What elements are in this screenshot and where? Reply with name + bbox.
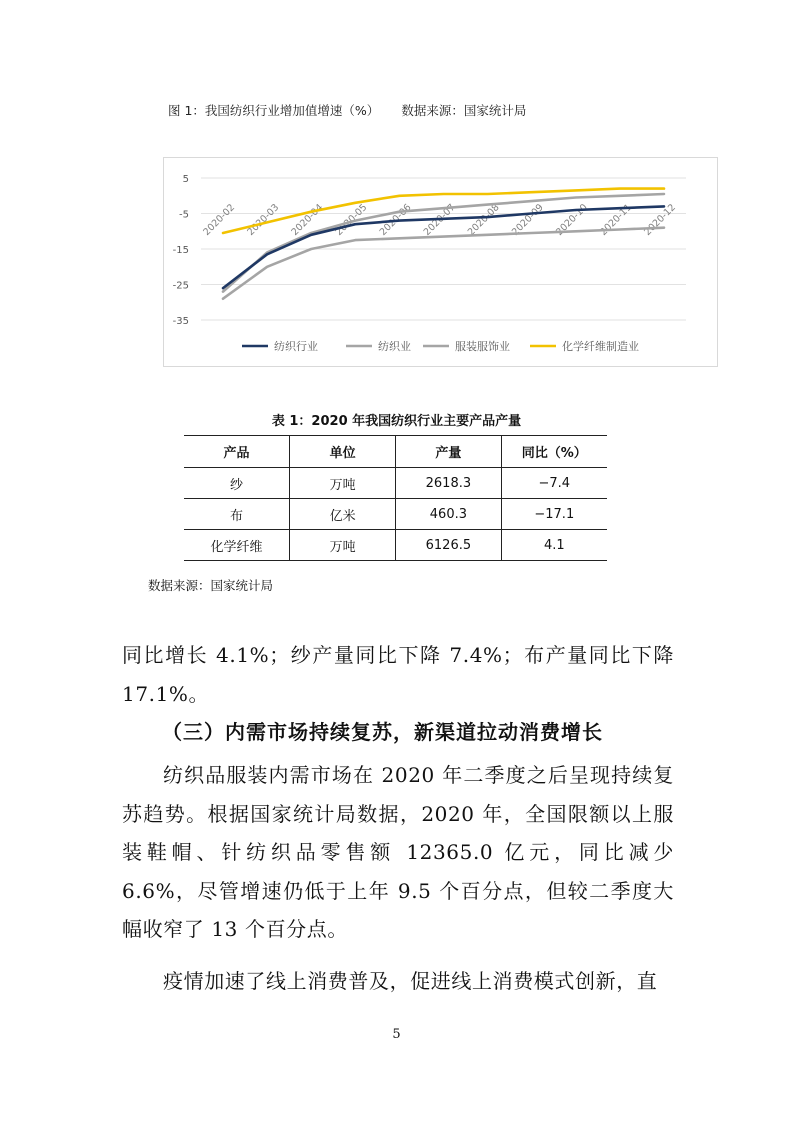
table-cell: −7.4 <box>501 468 607 499</box>
y-tick-label: -5 <box>179 209 189 221</box>
x-tick-label: 2020-04 <box>289 202 326 238</box>
table-row <box>184 499 607 530</box>
legend-label: 服装服饰业 <box>455 340 510 353</box>
body-paragraph: 纺织品服装内需市场在 2020 年二季度之后呈现持续复苏趋势。根据国家统计局数据，2020 年，全国限额以上服装鞋帽、针纺织品零售额 12365.0 亿元，同比减少 6.6%，尽管增速仍低于上年 9.5 个百分点，但较二季度大幅收窄了 13 个百分点。 <box>122 763 674 941</box>
legend-label: 纺织行业 <box>274 340 318 353</box>
table-cell: 4.1 <box>501 530 607 561</box>
x-tick-label: 2020-10 <box>554 202 590 238</box>
table-cell: −17.1 <box>501 499 607 530</box>
y-tick-label: 5 <box>182 174 189 185</box>
y-tick-label: -35 <box>172 316 189 327</box>
table-header-row <box>184 436 607 468</box>
production-table <box>184 435 607 561</box>
table-cell: 2618.3 <box>396 468 501 499</box>
table-cell: 化学纤维 <box>184 530 290 561</box>
x-tick-label: 2020-03 <box>245 202 282 238</box>
body-paragraph: 疫情加速了线上消费普及，促进线上消费模式创新，直 <box>163 969 658 993</box>
header-cell: 单位 <box>290 436 396 468</box>
figure-caption <box>168 101 526 119</box>
body-paragraph: 同比增长 4.1%；纱产量同比下降 7.4%；布产量同比下降 17.1%。 <box>122 643 674 706</box>
series-line <box>223 228 664 299</box>
x-tick-label: 2020-05 <box>333 202 370 238</box>
table-cell: 6126.5 <box>396 530 501 561</box>
table-cell: 纱 <box>184 468 290 499</box>
x-tick-label: 2020-08 <box>465 202 502 238</box>
table-row <box>184 468 607 499</box>
y-tick-label: -25 <box>172 280 189 292</box>
legend-label: 纺织业 <box>378 340 411 353</box>
table-row <box>184 530 607 561</box>
series-line <box>223 206 664 288</box>
legend-label: 化学纤维制造业 <box>562 340 639 353</box>
x-tick-label: 2020-11 <box>598 202 634 238</box>
chart-canvas <box>164 158 717 366</box>
table-cell: 布 <box>184 499 290 530</box>
table-cell: 万吨 <box>290 530 396 561</box>
table-cell: 亿米 <box>290 499 396 530</box>
table-cell: 万吨 <box>290 468 396 499</box>
x-tick-label: 2020-07 <box>421 202 458 238</box>
figure-source: 数据来源：国家统计局 <box>401 103 527 118</box>
y-tick-label: -15 <box>172 245 189 256</box>
page-number: 5 <box>392 1027 401 1042</box>
x-tick-label: 2020-09 <box>509 202 546 238</box>
x-tick-label: 2020-12 <box>642 202 679 238</box>
x-tick-label: 2020-06 <box>377 202 414 238</box>
line-chart <box>163 157 718 367</box>
figure-title: 图 1：我国纺织行业增加值增速（%） <box>168 103 380 118</box>
table-source: 数据来源：国家统计局 <box>148 578 274 593</box>
section-heading: （三）内需市场持续复苏，新渠道拉动消费增长 <box>162 720 603 744</box>
table-title: 表 1：2020 年我国纺织行业主要产品产量 <box>271 414 522 429</box>
x-tick-label: 2020-02 <box>201 202 238 238</box>
table-cell: 460.3 <box>396 499 501 530</box>
header-cell: 同比（%） <box>501 436 607 468</box>
header-cell: 产量 <box>396 436 501 468</box>
header-cell: 产品 <box>184 436 290 468</box>
